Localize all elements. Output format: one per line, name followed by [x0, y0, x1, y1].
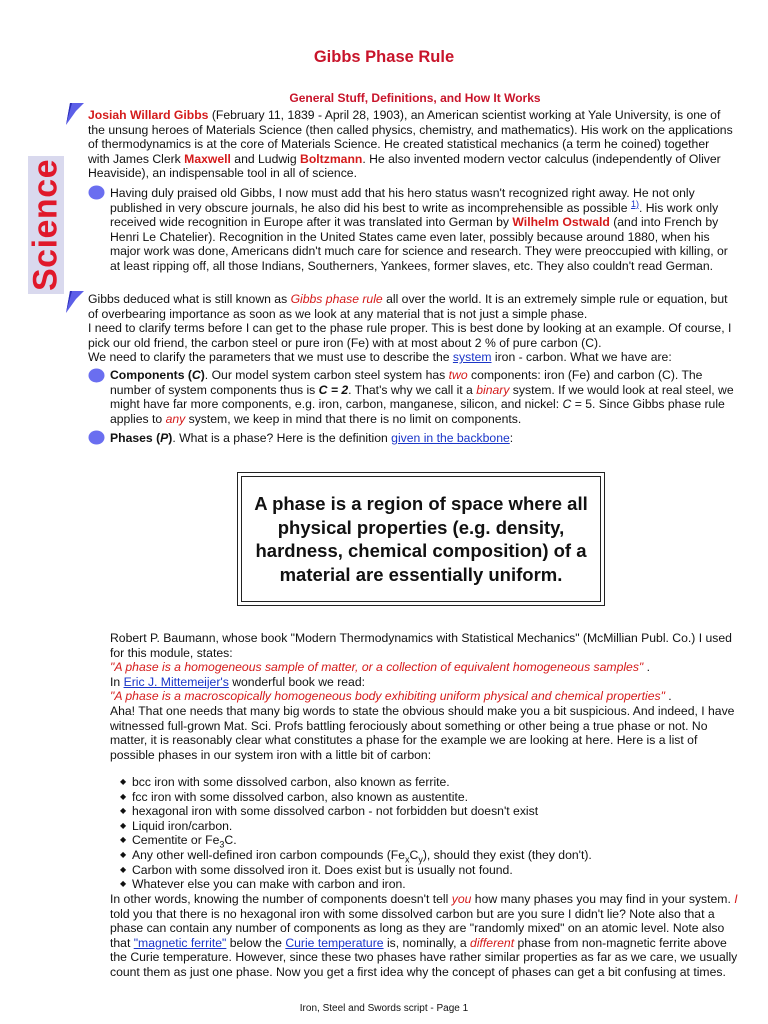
list-item: ◆ Cementite or $Fe_3C$.	[110, 833, 735, 848]
deduced-paragraph: Gibbs deduced what is still known as Gibbs phase rule all over the world. It is an extremely simple rule or equation, but of overbearing importance as soon as we look at any material that is not just a simple phase. I need to clarify terms before I can get to the phase rule proper. This is best done by looking at an example. Of course, I pick our old friend, the carbon steel or pure iron (Fe) with at most about 2 % of pure carbon (C). We need to clarify the parameters that we must use to describe the system iron - carbon. What we have are:	[88, 292, 732, 365]
list-item: ◆ hexagonal iron with some dissolved carbon - not forbidden but doesn't exist	[110, 804, 735, 819]
phase-rule-term: Gibbs phase rule	[290, 292, 383, 306]
sidebar-label: Science	[26, 158, 65, 292]
praise-paragraph: Having duly praised old Gibbs, I now must add that his hero status wasn't recognized right away. He not only published in very obscure journals, he also did his best to write as incomprehensible as possible $^{1)}$. His work only received wide recognition in Europe after it was translated into German by Wilhelm Ostwald (and into French by Henri Le Chatelier). Recognition in the United States came even later, possibly because around 1880, when his major work was done, Americans didn't much care for science and research. They were preoccupied with killing, or at least ripping off, all those Indians, Southerners, Yankees, former slaves, etc. They also couldn't read German.	[110, 186, 728, 273]
bullet-icon	[88, 430, 105, 445]
baumann-quote: "A phase is a homogeneous sample of matter, or a collection of equivalent homogeneous samples"	[110, 660, 644, 675]
bullet-icon	[88, 368, 105, 383]
magnetic-ferrite-link[interactable]: "magnetic ferrite"	[133, 935, 227, 950]
baumann-paragraph: Robert P. Baumann, whose book "Modern Thermodynamics with Statistical Mechanics" (McMillian Publ. Co.) I used for this module, states: "A phase is a homogeneous sample of matter, or a collection of equivalent homogeneous samples" . In Eric J. Mittemeijer's wonderful book we read: "A phase is a macroscopically homogeneous body exhibiting uniform physical and chemical properties" . Aha! That one needs that many big words to state the obvious should make you a bit suspicious. And indeed, I have witnessed full-grown Mat. Sci. Profs battling ferociously about something or other being a true phase or not. No matter, it is reasonably clear what constitutes a phase for the example we are looking at here. Here is a list of possible phases in our system iron with a little bit of carbon:	[110, 631, 735, 762]
list-item: ◆ Any other well-defined iron carbon compounds $(Fe_xC_y)$, should they exist (they don't).	[110, 848, 735, 863]
list-item: ◆ bcc iron with some dissolved carbon, also known as ferrite.	[110, 775, 735, 790]
section-subtitle: General Stuff, Definitions, and How It Works	[289, 91, 541, 105]
science-sidebar	[28, 156, 64, 294]
gibbs-name: Josiah Willard Gibbs	[88, 108, 209, 122]
flag-icon	[64, 291, 84, 313]
phases-paragraph: Phases (P). What is a phase? Here is the definition given in the backbone:	[110, 431, 514, 445]
backbone-link[interactable]: given in the backbone	[391, 431, 510, 445]
closing-paragraph: In other words, knowing the number of components doesn't tell you how many phases you may find in your system. I told you that there is no hexagonal iron with some dissolved carbon but are you sure I didn't lie? Note also that a phase can contain any number of components as long as they are "randomly mixed" on an atomic level. Note also that "magnetic ferrite" below the Curie temperature is, nominally, a different phase from non-magnetic ferrite above the Curie temperature. However, since these two phases have rather similar properties as far as we care, we usually count them as just one phase. Now you get a first idea why the concept of phases can get a bit confusing at times.	[110, 892, 738, 979]
page-title: Gibbs Phase Rule	[313, 48, 455, 66]
system-link[interactable]: system	[452, 350, 492, 365]
curie-temperature-link[interactable]: Curie temperature	[285, 935, 384, 950]
list-item: ◆ Liquid iron/carbon.	[110, 819, 735, 834]
phase-list	[110, 775, 735, 892]
bullet-icon	[88, 185, 105, 200]
boltzmann-name: Boltzmann	[300, 151, 363, 166]
list-item: ◆ fcc iron with some dissolved carbon, also known as austentite.	[110, 790, 735, 805]
list-item: ◆ Whatever else you can make with carbon and iron.	[110, 877, 735, 892]
intro-paragraph: Josiah Willard Gibbs (February 11, 1839 - April 28, 1903), an American scientist working at Yale University, is one of the unsung heroes of Materials Science (then called physics, chemistry, and mathematics). His work on the applications of thermodynamics is at the core of Materials Science. He created statistical mechanics (a term he coined) together with James Clerk Maxwell and Ludwig Boltzmann. He also invented modern vector calculus (independently of Oliver Heaviside), an indispensable tool in all of science.	[88, 108, 733, 181]
flag-icon	[64, 103, 84, 125]
list-item: ◆ Carbon with some dissolved iron it. Does exist but is usually not found.	[110, 863, 735, 878]
mittemeijer-link[interactable]: Eric J. Mittemeijer's	[123, 674, 229, 689]
ostwald-name: Wilhelm Ostwald	[512, 215, 610, 230]
definition-box	[237, 472, 605, 606]
page-footer: Iron, Steel and Swords script - Page 1	[299, 1003, 469, 1014]
definition-text: A phase is a region of space where all physical properties (e.g. density, hardness, chemical composition) of a material are essentially uniform.	[241, 476, 601, 602]
mittemeijer-quote: "A phase is a macroscopically homogeneous body exhibiting uniform physical and chemical properties"	[110, 689, 665, 704]
footnote-link[interactable]: 1)	[630, 198, 639, 209]
maxwell-name: Maxwell	[184, 151, 231, 166]
components-paragraph: Components (C). Our model system carbon steel system has two components: iron (Fe) and carbon (C). The number of system components thus is C = 2. That's why we call it a binary system. If we would look at real steel, we might have far more components, e.g. iron, carbon, manganese, silicon, and nickel: C = 5. Since Gibbs phase rule applies to any system, we keep in mind that there is no limit on components.	[110, 368, 734, 426]
